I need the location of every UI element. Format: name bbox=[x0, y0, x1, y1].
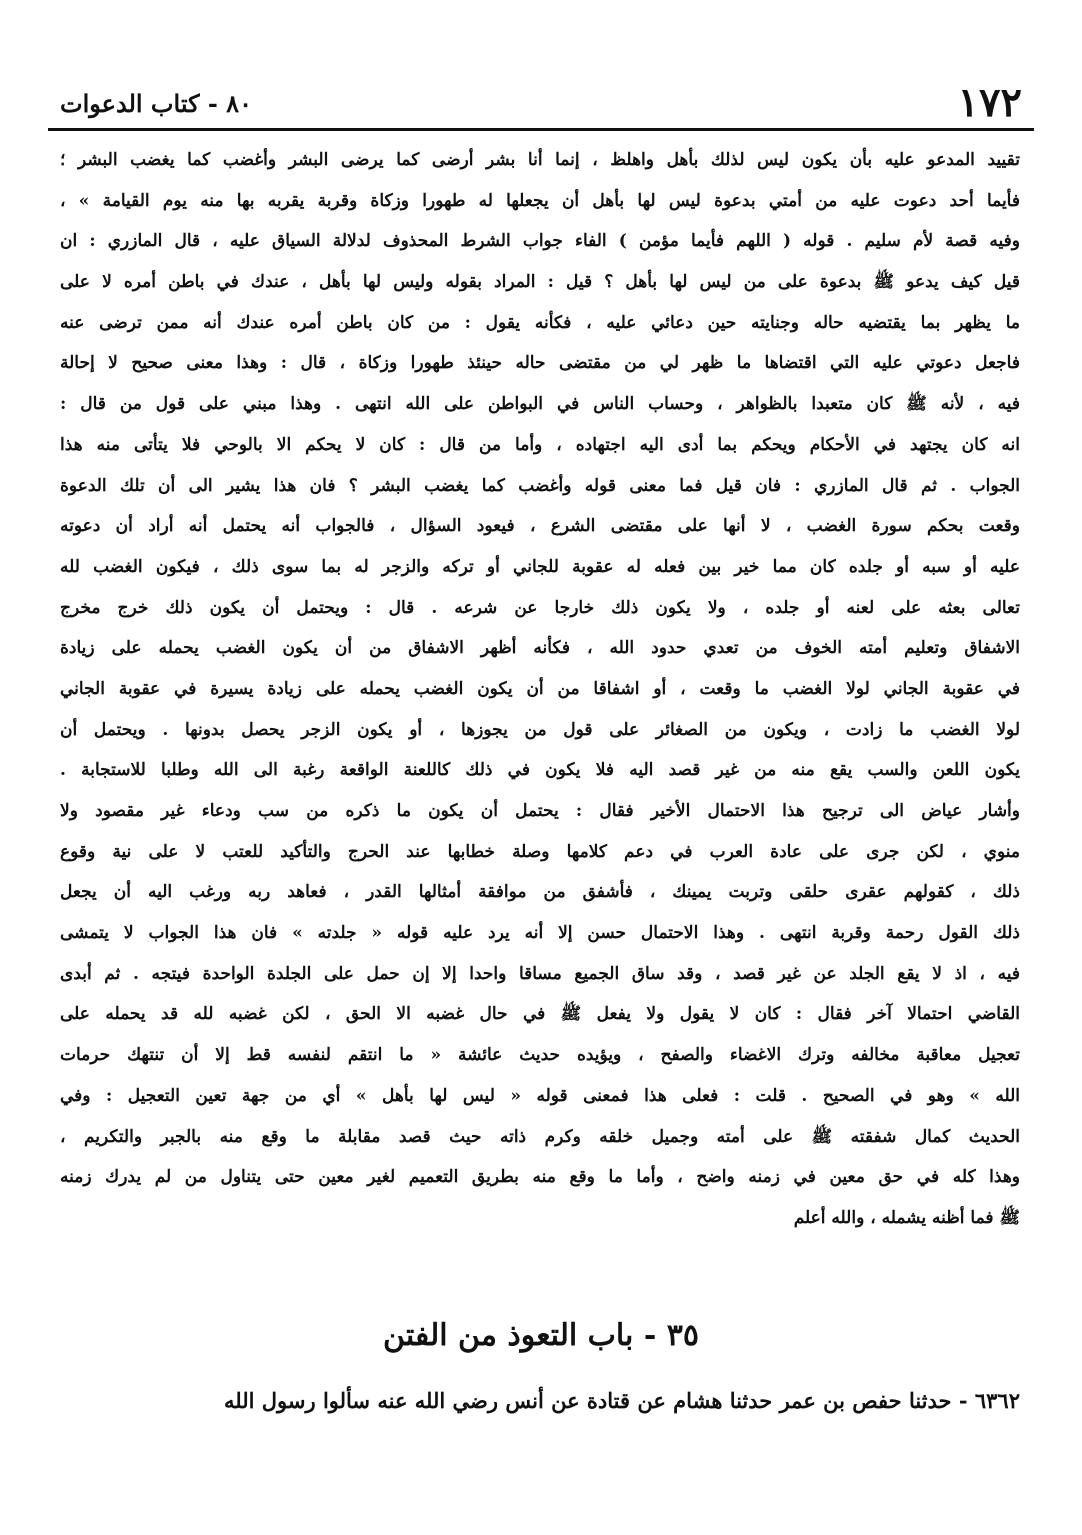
text-line: القاضي احتمالا آخر فقال : كان لا يقول ولا يفعل ﷺ في حال غضبه الا الحق ، لكن غضبه لله قد يحمله على bbox=[60, 1004, 1020, 1025]
text-line: ذلك القول رحمة وقربة انتهى . وهذا الاحتمال حسن إلا أنه يرد عليه قوله « جلدته » فان هذا الجواب لا يتمشى bbox=[60, 923, 1020, 944]
text-line: عليه أو سبه أو جلده كان مما خير بين فعله له عقوبة للجاني أو تركه والزجر له بما سوى ذلك ، فيكون الغضب لله bbox=[60, 556, 1020, 577]
page-number: ١٧٢ bbox=[957, 79, 1022, 126]
text-line: فيه ، اذ لا يقع الجلد عن غير قصد ، وقد ساق الجميع مساقا واحدا إلا إن حمل على الجلدة الواحدة فيتجه . ثم أبدى bbox=[60, 963, 1020, 984]
text-line: تعجيل معاقبة مخالفه وترك الاغضاء والصفح ، ويؤيده حديث عائشة « ما انتقم لنفسه قط إلا أن تنتهك حرمات bbox=[60, 1045, 1020, 1066]
text-line: الاشفاق وتعليم أمته الخوف من تعدي حدود الله ، فكأنه أظهر الاشفاق من أن يكون الغضب يحمله على زيادة bbox=[60, 638, 1020, 659]
text-line: لولا الغضب ما زادت ، ويكون من الصغائر على قول من يجوزها ، أو يكون الزجر يحصل بدونها . ويحتمل أن bbox=[60, 719, 1020, 740]
text-line: الجواب . ثم قال المازري : فان قيل فما معنى قوله وأغضب كما يغضب البشر ؟ فان هذا يشير الى أن تلك الدعوة bbox=[60, 475, 1020, 496]
text-line: فاجعل دعوتي عليه التي اقتضاها ما ظهر لي من مقتضى حاله حينئذ طهورا وزكاة ، قال : وهذا معنى صحيح لا إحالة bbox=[60, 353, 1020, 374]
text-line: فيه ، لأنه ﷺ كان متعبدا بالظواهر ، وحساب الناس في البواطن على الله انتهى . وهذا مبني على قول من قال : bbox=[60, 394, 1020, 415]
text-line: انه كان يجتهد في الأحكام ويحكم بما أدى اليه اجتهاده ، وأما من قال : كان لا يحكم الا بالوحي فلا يتأتى منه هذا bbox=[60, 434, 1020, 455]
text-line: ذلك ، كقولهم عقرى حلقى وتربت يمينك ، فأشفق من موافقة أمثالها القدر ، فعاهد ربه ورغب اليه أن يجعل bbox=[60, 882, 1020, 903]
text-line: الله » وهو في الصحيح . قلت : فعلى هذا فمعنى قوله « ليس لها بأهل » أي من جهة تعين التعجيل : وفي bbox=[60, 1085, 1020, 1106]
header-rule bbox=[48, 128, 1034, 131]
text-line: تعالى بعثه على لعنه أو جلده ، ولا يكون ذلك خارجا عن شرعه . قال : ويحتمل أن يكون ذلك خرج مخرج bbox=[60, 597, 1020, 618]
text-line: منوي ، لكن جرى على عادة العرب في دعم كلامها وصلة خطابها عند الحرج والتأكيد للعتب لا على نية وقوع bbox=[60, 841, 1020, 862]
running-title: ٨٠ - كتاب الدعوات bbox=[60, 89, 252, 118]
text-line: قيل كيف يدعو ﷺ بدعوة على من ليس لها بأهل ؟ قيل : المراد بقوله وليس لها بأهل ، عندك في باطن أمره لا على bbox=[60, 272, 1020, 293]
text-line: وأشار عياض الى ترجيح هذا الاحتمال الأخير فقال : يحتمل أن يكون ما ذكره من سب ودعاء غير مقصود ولا bbox=[60, 801, 1020, 821]
text-line: وقعت بحكم سورة الغضب ، لا أنها على مقتضى الشرع ، فيعود السؤال ، فالجواب أنه يحتمل أنه أراد أن دعوته bbox=[60, 516, 1020, 537]
page-header bbox=[60, 78, 1022, 128]
text-line: ﷺ فما أظنه يشمله ، والله أعلم bbox=[793, 1207, 1020, 1228]
text-line: فأيما أحد دعوت عليه من أمتي بدعوة ليس لها بأهل أن يجعلها له طهورا وزكاة وقربة يقربه بها منه يوم القيامة » ، bbox=[60, 190, 1020, 211]
text-line: في عقوبة الجاني لولا الغضب ما وقعت ، أو اشفاقا من أن يكون الغضب يحمله على زيادة يسيرة في عقوبة الجاني bbox=[60, 678, 1020, 699]
text-line: ما يظهر بما يقتضيه حاله وجنايته حين دعائي عليه ، فكأنه يقول : من كان باطن أمره عندك أنه ممن ترضى عنه bbox=[60, 312, 1020, 333]
text-line: الحديث كمال شفقته ﷺ على أمته وجميل خلقه وكرم ذاته حيث قصد مقابلة ما وقع منه بالجبر والتكريم ، bbox=[60, 1126, 1020, 1147]
commentary-text bbox=[60, 140, 1020, 1239]
chapter-heading: ٣٥ - باب التعوذ من الفتن bbox=[383, 1318, 699, 1353]
text-line: وفيه قصة لأم سليم . قوله ( اللهم فأيما مؤمن ) الفاء جواب الشرط المحذوف لدلالة السياق عليه ، قال المازري : ان bbox=[60, 231, 1020, 252]
text-line: تقييد المدعو عليه بأن يكون ليس لذلك بأهل واهلظ ، إنما أنا بشر أرضى كما يرضى البشر وأغضب كما يغضب البشر ؛ bbox=[60, 150, 1020, 170]
text-line: وهذا كله في حق معين في زمنه واضح ، وأما ما وقع منه بطريق التعميم لغير معين حتى يتناول من لم يدرك زمنه bbox=[60, 1167, 1020, 1188]
hadith-opening: ٦٣٦٢ - حدثنا حفص بن عمر حدثنا هشام عن قتادة عن أنس رضي الله عنه سألوا رسول الله bbox=[224, 1388, 1020, 1413]
text-line: يكون اللعن والسب يقع منه من غير قصد اليه فلا يكون في ذلك كاللعنة الواقعة رغبة الى الله وطلبا للاستجابة . bbox=[60, 760, 1020, 781]
